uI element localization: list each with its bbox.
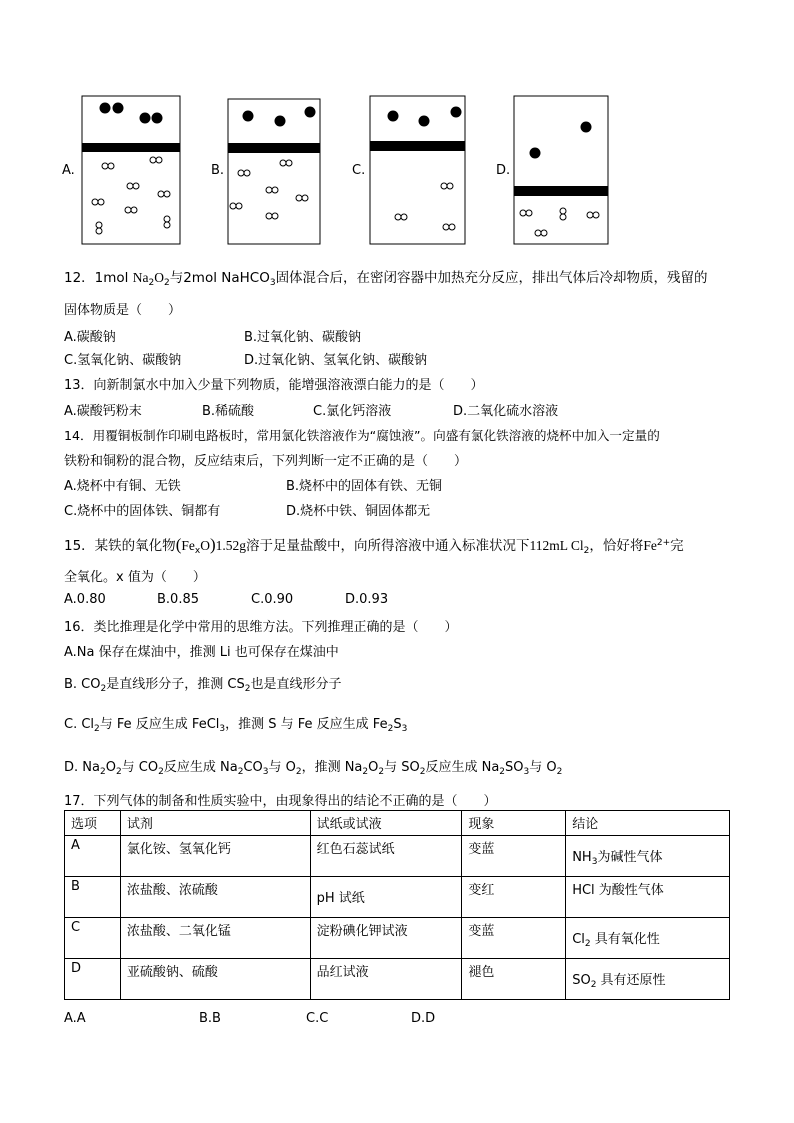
table-cell: A bbox=[65, 836, 121, 877]
question-17-option-c[interactable]: C.C bbox=[306, 1011, 329, 1026]
table-cell: 淀粉碘化钾试液 bbox=[310, 918, 462, 959]
question-15-option-c[interactable]: C.0.90 bbox=[251, 592, 294, 607]
table-cell: 红色石蕊试纸 bbox=[310, 836, 462, 877]
table-row bbox=[65, 918, 730, 959]
figure-c bbox=[370, 96, 465, 244]
table-cell: C bbox=[65, 918, 121, 959]
table-cell: 浓盐酸、二氧化锰 bbox=[120, 918, 310, 959]
question-15-option-b[interactable]: B.0.85 bbox=[157, 592, 199, 607]
table-cell: B bbox=[65, 877, 121, 918]
table-cell: $Cl_2$ 具有氧化性 bbox=[566, 918, 730, 959]
question-15-stem-line2: 全氧化。x 值为（ ） bbox=[64, 570, 206, 585]
figure-d bbox=[514, 96, 608, 244]
table-cell: 品红试液 bbox=[310, 959, 462, 1000]
table-row bbox=[65, 836, 730, 877]
figure-label-d: D. bbox=[496, 163, 511, 178]
question-14-option-b[interactable]: B.烧杯中的固体有铁、无铜 bbox=[286, 479, 443, 494]
question-17-option-a[interactable]: A.A bbox=[64, 1011, 86, 1026]
question-17-table bbox=[64, 810, 730, 1000]
question-12-option-a[interactable]: A.碳酸钠 bbox=[64, 330, 116, 345]
table-cell: 褪色 bbox=[462, 959, 566, 1000]
question-16-option-a[interactable]: A.Na 保存在煤油中，推测 Li 也可保存在煤油中 bbox=[64, 645, 339, 660]
table-header: 试剂 bbox=[120, 811, 310, 836]
question-14-stem: 14．用覆铜板制作印刷电路板时，常用氯化铁溶液作为“腐蚀液”。向盛有氯化铁溶液的烧杯中加入一定量的 bbox=[64, 428, 660, 443]
question-14-option-d[interactable]: D.烧杯中铁、铜固体都无 bbox=[286, 504, 431, 519]
table-cell: D bbox=[65, 959, 121, 1000]
table-cell: 氯化铵、氢氧化钙 bbox=[120, 836, 310, 877]
table-header: 现象 bbox=[462, 811, 566, 836]
question-16-option-b[interactable]: B. $CO_2$是直线形分子，推测 $CS_2$也是直线形分子 bbox=[64, 677, 342, 694]
question-17-option-b[interactable]: B.B bbox=[199, 1011, 221, 1026]
question-17-stem: 17．下列气体的制备和性质实验中，由现象得出的结论不正确的是（ ） bbox=[64, 794, 497, 809]
table-header: 选项 bbox=[65, 811, 121, 836]
figure-a bbox=[82, 96, 180, 244]
question-12-option-d[interactable]: D.过氧化钠、氢氧化钠、碳酸钠 bbox=[244, 353, 428, 368]
table-cell: 亚硫酸钠、硫酸 bbox=[120, 959, 310, 1000]
question-13-option-b[interactable]: B.稀硫酸 bbox=[202, 404, 255, 419]
question-12-stem-line2: 固体物质是（ ） bbox=[64, 303, 182, 318]
table-header: 试纸或试液 bbox=[310, 811, 462, 836]
table-cell: $SO_2$ 具有还原性 bbox=[566, 959, 730, 1000]
table-cell: $NH_3$为碱性气体 bbox=[566, 836, 730, 877]
question-17-option-d[interactable]: D.D bbox=[411, 1011, 436, 1026]
question-12-option-b[interactable]: B.过氧化钠、碳酸钠 bbox=[244, 330, 362, 345]
question-13-option-a[interactable]: A.碳酸钙粉末 bbox=[64, 404, 142, 419]
table-row bbox=[65, 877, 730, 918]
question-13-stem: 13．向新制氯水中加入少量下列物质，能增强溶液漂白能力的是（ ） bbox=[64, 378, 484, 393]
question-15-option-d[interactable]: D.0.93 bbox=[345, 592, 389, 607]
table-cell: pH 试纸 bbox=[310, 877, 462, 918]
table-cell: 变红 bbox=[462, 877, 566, 918]
table-cell: 变蓝 bbox=[462, 836, 566, 877]
table-cell: HCl 为酸性气体 bbox=[566, 877, 730, 918]
question-15-stem: 15．某铁的氧化物$(Fe_xO)1.52g$溶于足量盐酸中，向所得溶液中通入标准状况下112mL $Cl_2$，恰好将$Fe^{2+}$完 bbox=[64, 535, 684, 556]
question-13-option-c[interactable]: C.氯化钙溶液 bbox=[313, 404, 392, 419]
question-16-option-d[interactable]: D. $Na_2O_2$与 $CO_2$反应生成 $Na_2CO_3$与 $O_2$，推测 $Na_2O_2$与 $SO_2$反应生成 $Na_2SO_3$与 $O_2$ bbox=[64, 760, 563, 777]
figure-label-a: A. bbox=[62, 163, 75, 178]
table-cell: 变蓝 bbox=[462, 918, 566, 959]
question-13-option-d[interactable]: D.二氧化硫水溶液 bbox=[453, 404, 559, 419]
gas-molecule-a1 bbox=[100, 103, 111, 114]
question-12-option-c[interactable]: C.氢氧化钠、碳酸钠 bbox=[64, 353, 182, 368]
question-14-stem-line2: 铁粉和铜粉的混合物，反应结束后，下列判断一定不正确的是（ ） bbox=[64, 454, 468, 469]
question-16-stem: 16．类比推理是化学中常用的思维方法。下列推理正确的是（ ） bbox=[64, 620, 458, 635]
question-14-option-a[interactable]: A.烧杯中有铜、无铁 bbox=[64, 479, 181, 494]
figure-b bbox=[228, 99, 320, 244]
table-header: 结论 bbox=[566, 811, 730, 836]
table-row bbox=[65, 959, 730, 1000]
question-14-option-c[interactable]: C.烧杯中的固体铁、铜都有 bbox=[64, 504, 221, 519]
question-11-figures bbox=[0, 0, 794, 260]
question-15-option-a[interactable]: A.0.80 bbox=[64, 592, 106, 607]
gas-molecule-a2 bbox=[140, 113, 151, 124]
question-12-stem: 12．1mol $Na_2O_2$与2mol NaHCO$_3$固体混合后，在密闭容器中加热充分反应，排出气体后冷却物质，残留的 bbox=[64, 270, 708, 288]
table-cell: 浓盐酸、浓硫酸 bbox=[120, 877, 310, 918]
figure-label-c: C. bbox=[352, 163, 366, 178]
table-header-row bbox=[65, 811, 730, 836]
question-16-option-c[interactable]: C. $Cl_2$与 Fe 反应生成 FeCl$_3$，推测 S 与 Fe 反应生成 $Fe_2S_3$ bbox=[64, 717, 408, 734]
figure-label-b: B. bbox=[211, 163, 225, 178]
